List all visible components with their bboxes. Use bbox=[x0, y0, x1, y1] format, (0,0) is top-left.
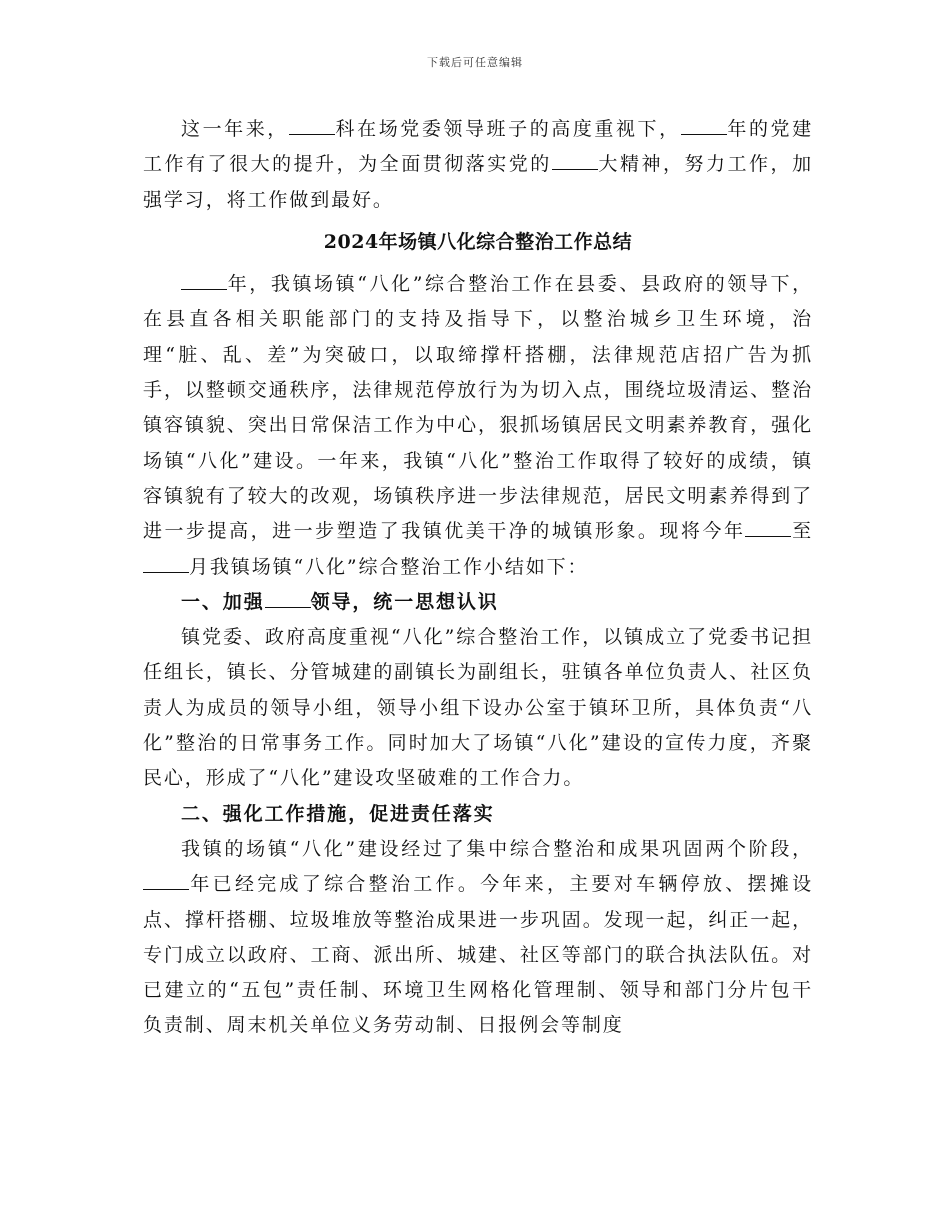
intro-text-2: 科在场党委领导班子的高度重视下， bbox=[334, 118, 681, 140]
section-1-heading bbox=[143, 585, 813, 620]
section-2-heading: 二、强化工作措施，促进责任落实 bbox=[181, 802, 495, 825]
section-2-text-1: 我镇的场镇“八化”建设经过了集中综合整治和成果巩固两个阶段， bbox=[181, 837, 813, 860]
fill-blank bbox=[181, 271, 227, 290]
fill-blank bbox=[143, 871, 189, 890]
fill-blank bbox=[681, 116, 727, 135]
intro-text-3: 年的党建工作有了很大的提升，为全面贯彻落实党的 bbox=[143, 118, 813, 176]
section-1-heading-part-1: 一、加强 bbox=[181, 590, 265, 613]
section-1-heading-part-2: 领导，统一思想认识 bbox=[310, 590, 499, 613]
fill-blank bbox=[745, 518, 791, 537]
section-2-body bbox=[143, 832, 813, 1044]
intro-text-1: 这一年来， bbox=[181, 118, 289, 140]
fill-blank bbox=[552, 151, 598, 170]
fill-blank bbox=[265, 589, 311, 608]
document-body bbox=[143, 112, 813, 1044]
fill-blank bbox=[143, 554, 189, 573]
summary-paragraph bbox=[143, 267, 813, 585]
header-note: 下载后可任意编辑 bbox=[427, 56, 523, 69]
summary-text-1: 年，我镇场镇“八化”综合整治工作在县委、县政府的领导下，在县直各相关职能部门的支持及指导下，以整治城乡卫生环境，治理“脏、乱、差”为突破口，以取缔撑杆搭棚，法律规范店招广告为抓手，以整顿交通秩序，法律规范停放行为为切入点，围绕垃圾清运、整治镇容镇貌、突出日常保洁工作为中心，狠抓场镇居民文明素养教育，强化场镇“八化”建设。一年来，我镇“八化”整治工作取得了较好的成绩，镇容镇貌有了较大的改观，场镇秩序进一步法律规范，居民文明素养得到了进一步提高，进一步塑造了我镇优美干净的城镇形象。现将今年 bbox=[143, 273, 813, 543]
section-2-text-2: 年已经完成了综合整治工作。今年来，主要对车辆停放、摆摊设点、撑杆搭棚、垃圾堆放等整治成果进一步巩固。发现一起，纠正一起，专门成立以政府、工商、派出所、城建、社区等部门的联合执法队伍。对已建立的“五包”责任制、环境卫生网格化管理制、领导和部门分片包干负责制、周末机关单位义务劳动制、日报例会等制度 bbox=[143, 873, 813, 1037]
fill-blank bbox=[289, 116, 335, 135]
document-title: 2024年场镇八化综合整治工作总结 bbox=[323, 230, 633, 253]
summary-text-3: 月我镇场镇“八化”综合整治工作小结如下： bbox=[189, 555, 589, 578]
intro-text-4: 大精神，努力工作，加强学习，将工作做到最好。 bbox=[143, 153, 813, 211]
summary-text-2: 至 bbox=[791, 520, 814, 543]
section-1-body: 镇党委、政府高度重视“八化”综合整治工作，以镇成立了党委书记担任组长，镇长、分管城建的副镇长为副组长，驻镇各单位负责人、社区负责人为成员的领导小组，领导小组下设办公室于镇环卫所，具体负责“八化”整治的日常事务工作。同时加大了场镇“八化”建设的宣传力度，齐聚民心，形成了“八化”建设攻坚破难的工作合力。 bbox=[143, 626, 813, 790]
intro-paragraph bbox=[143, 112, 813, 218]
